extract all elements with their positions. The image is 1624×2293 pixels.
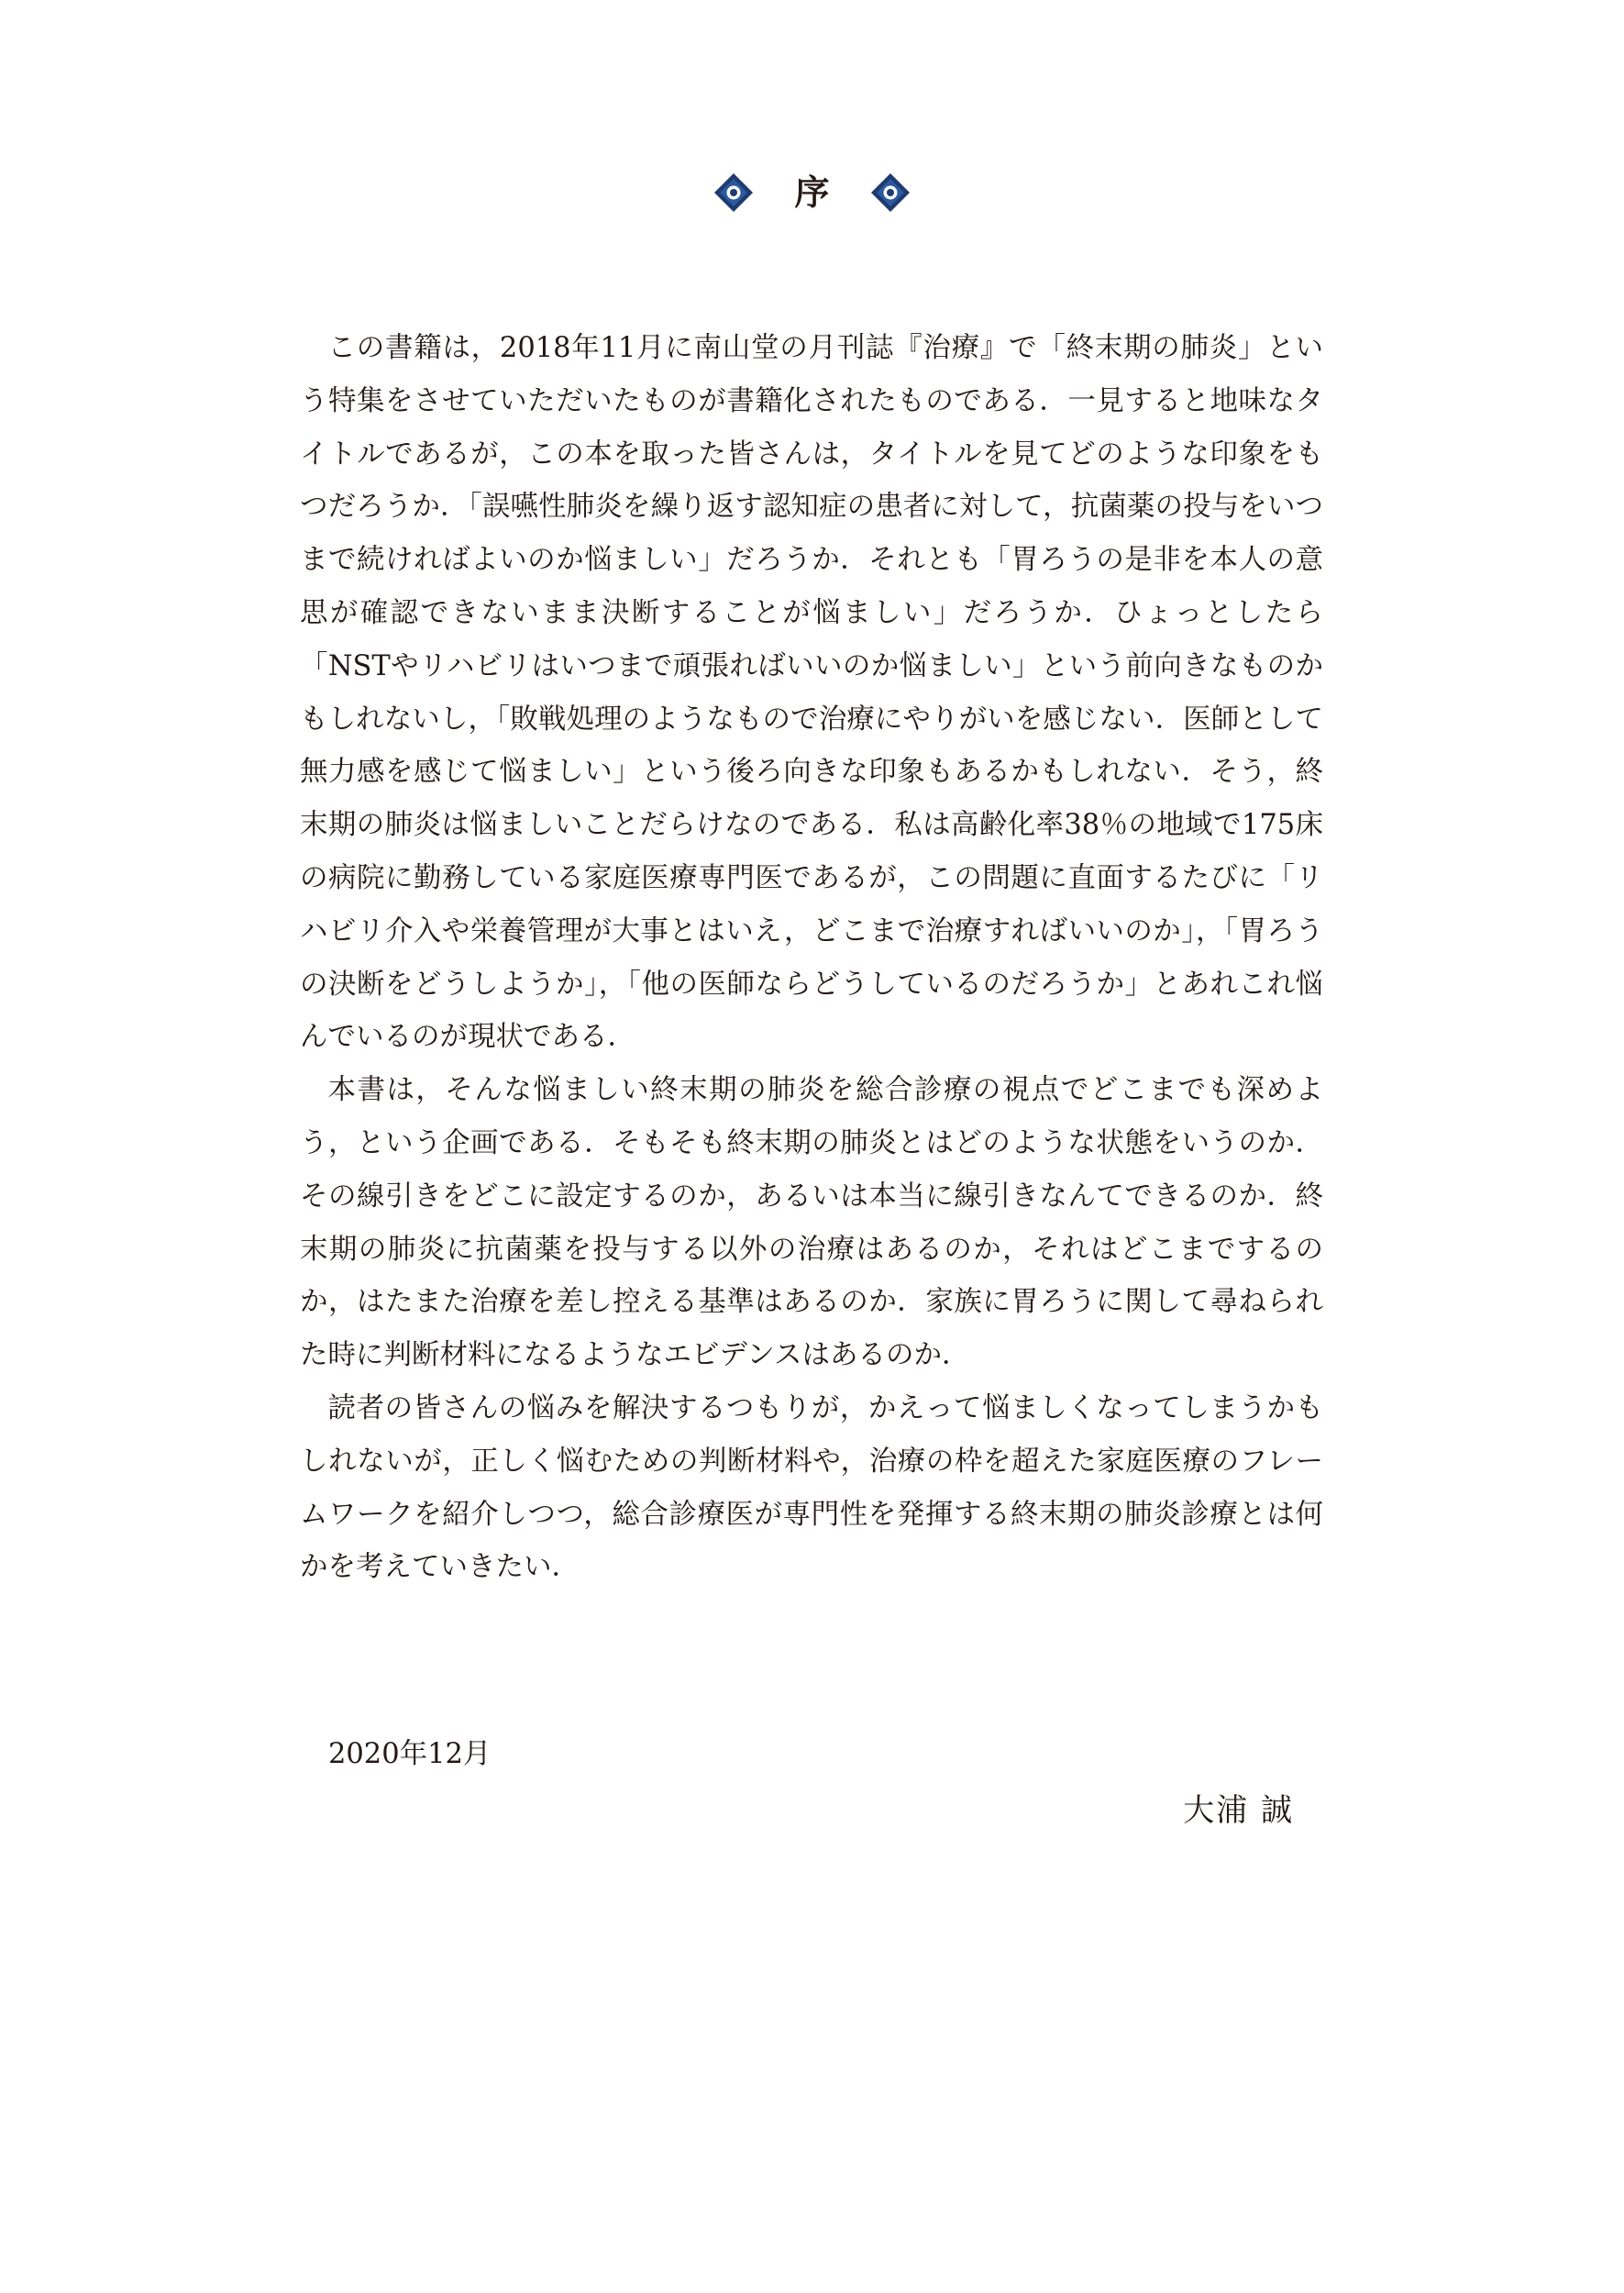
preface-date: 2020年12月 (328, 1738, 492, 1770)
paragraph-2: 本書は，そんな悩ましい終末期の肺炎を総合診療の視点でどこまでも深めよう，という企画である．そもそも終末期の肺炎とはどのような状態をいうのか．その線引きをどこに設定するのか，あるいは本当に線引きなんてできるのか．終末期の肺炎に抗菌薬を投与する以外の治療はあるのか，それはどこまでするのか，はたまた治療を差し控える基準はあるのか．家族に胃ろうに関して尋ねられた時に判断材料になるようなエビデンスはあるのか． (300, 1074, 1323, 1372)
diamond-ornament-icon (713, 172, 754, 213)
author-name: 大浦 誠 (1183, 1792, 1294, 1829)
preface-body (300, 322, 1323, 1594)
page-title: 序 (794, 172, 830, 213)
diamond-ornament-icon (870, 172, 911, 213)
chapter-heading (0, 165, 1624, 220)
paragraph-3: 読者の皆さんの悩みを解決するつもりが，かえって悩ましくなってしまうかもしれないが，正しく悩むための判断材料や，治療の枠を超えた家庭医療のフレームワークを紹介しつつ，総合診療医が専門性を発揮する終末期の肺炎診療とは何かを考えていきたい． (300, 1391, 1323, 1584)
paragraph-1: この書籍は，2018年11月に南山堂の月刊誌『治療』で「終末期の肺炎」という特集をさせていただいたものが書籍化されたものである．一見すると地味なタイトルであるが，この本を取った皆さんは，タイトルを見てどのような印象をもつだろうか．「誤嚥性肺炎を繰り返す認知症の患者に対して，抗菌薬の投与をいつまで続ければよいのか悩ましい」だろうか．それとも「胃ろうの是非を本人の意思が確認できないまま決断することが悩ましい」だろうか．ひょっとしたら「NSTやリハビリはいつまで頑張ればいいのか悩ましい」という前向きなものかもしれないし，「敗戦処理のようなもので治療にやりがいを感じない．医師として無力感を感じて悩ましい」という後ろ向きな印象もあるかもしれない．そう，終末期の肺炎は悩ましいことだらけなのである．私は高齢化率38％の地域で175床の病院に勤務している家庭医療専門医であるが，この問題に直面するたびに「リハビリ介入や栄養管理が大事とはいえ，どこまで治療すればいいのか」，「胃ろうの決断をどうしようか」，「他の医師ならどうしているのだろうか」とあれこれ悩んでいるのが現状である． (300, 332, 1323, 1054)
